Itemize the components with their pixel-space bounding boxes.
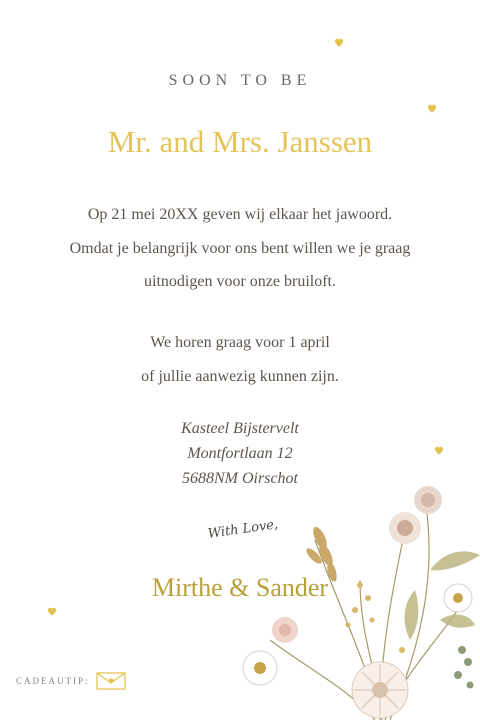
message-line: Op 21 mei 20XX geven wij elkaar het jawoord. [87, 206, 393, 223]
soon-to-be-label: SOON TO BE [168, 72, 312, 89]
heart-icon [333, 36, 345, 48]
couple-names: Mirthe & Sander [151, 573, 329, 602]
rsvp-line: We horen graag voor 1 april [150, 334, 330, 351]
message-line: Omdat je belangrijk voor ons bent willen we je graag [69, 239, 411, 257]
couple-title: Mr. and Mrs. Janssen [107, 124, 373, 159]
invitation-message [0, 198, 480, 299]
cadeautip-label: CADEAUTIP: [16, 676, 90, 686]
venue-street: Montfortlaan 12 [187, 445, 293, 462]
rsvp-message [0, 326, 480, 393]
venue-city: 5688NM Oirschot [182, 470, 298, 487]
venue-name: Kasteel Bijstervelt [181, 420, 299, 437]
rsvp-line: of jullie aanwezig kunnen zijn. [141, 367, 339, 385]
cadeautip [16, 672, 126, 690]
envelope-icon [96, 672, 126, 690]
heart-icon [426, 102, 438, 114]
heart-icon [46, 605, 58, 617]
with-love-signature: With Love, [206, 517, 280, 542]
message-line: uitnodigen voor onze bruiloft. [144, 273, 336, 290]
